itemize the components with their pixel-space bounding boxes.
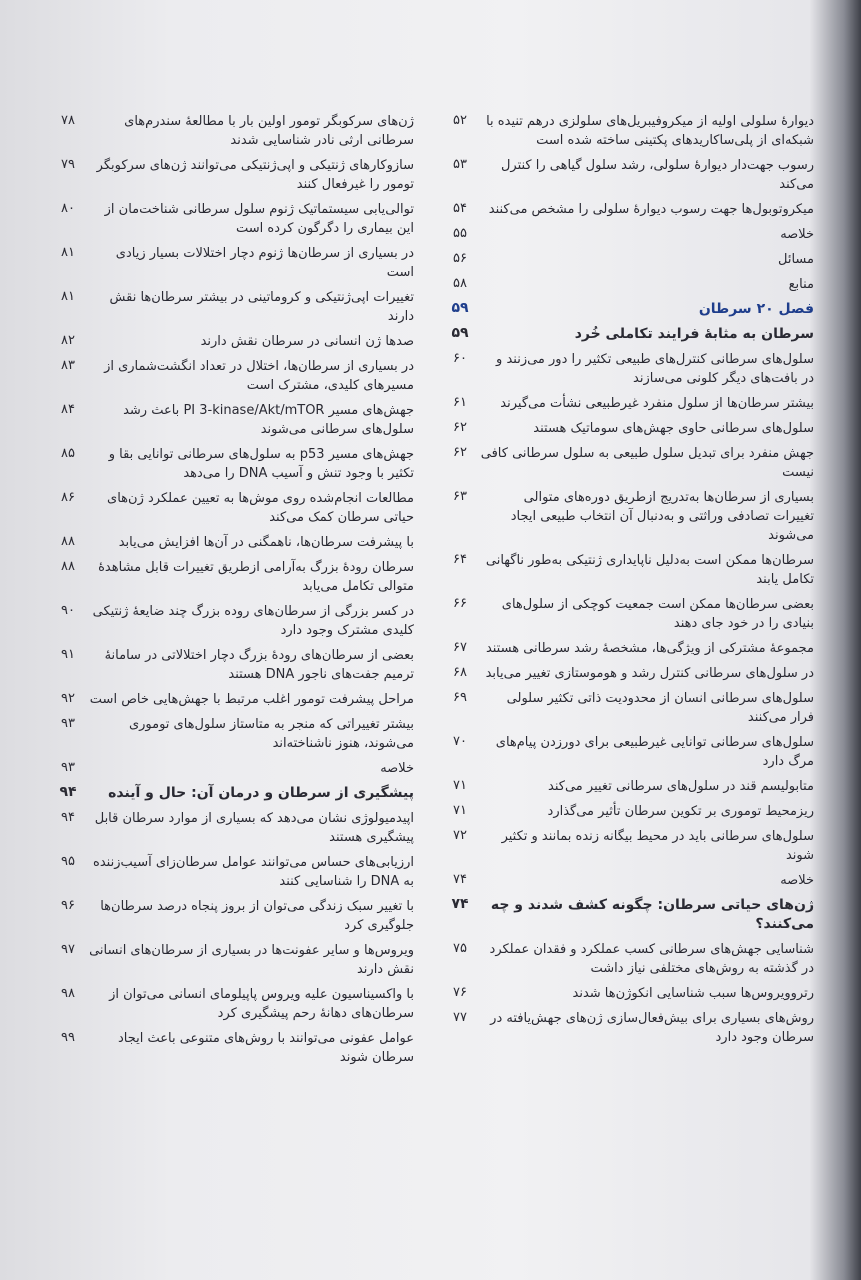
entry-title: در کسر بزرگی از سرطان‌های روده بزرگ چند ضایعهٔ ژنتیکی کلیدی مشترک وجود دارد (92, 604, 414, 638)
entry-title: خلاصه (380, 761, 414, 776)
page-number: ۸۵ (61, 446, 75, 461)
entry-title: بعضی از سرطان‌های رودهٔ بزرگ دچار اختلالاتی در سامانهٔ ترمیم جفت‌های ناجور DNA هستند (104, 648, 414, 682)
page-number: ۶۹ (453, 690, 467, 705)
toc-entry (440, 112, 820, 150)
entry-title: سلول‌های سرطانی توانایی غیرطبیعی برای دورزدن پیام‌های مرگ دارد (495, 735, 814, 769)
entry-title: مطالعات انجام‌شده روی موش‌ها به تعیین عملکرد ژن‌های حیاتی سرطان کمک می‌کند (107, 491, 414, 525)
entry-title: سرطان‌ها ممکن است به‌دلیل ناپایداری ژنتیکی به‌طور ناگهانی تکامل یابند (485, 553, 814, 587)
page-number: ۷۱ (453, 803, 467, 818)
toc-entry (440, 777, 820, 796)
toc-entry (440, 733, 820, 771)
toc-column-left (48, 112, 420, 1073)
toc-entry (440, 1009, 820, 1047)
toc-chapter-heading (440, 300, 820, 319)
page-number: ۸۸ (61, 559, 75, 574)
entry-title: ژن‌های حیاتی سرطان: چگونه کشف شدند و چه می‌کنند؟ (490, 897, 814, 932)
entry-title: سازوکارهای ژنتیکی و اپی‌ژنتیکی می‌توانند ژن‌های سرکوبگر تومور را غیرفعال کنند (96, 158, 414, 192)
entry-title: در سلول‌های سرطانی کنترل رشد و هوموستازی تغییر می‌یابد (485, 666, 814, 681)
entry-title: سلول‌های سرطانی باید در محیط بیگانه زنده بمانند و تکثیر شوند (501, 829, 814, 863)
page-number: ۷۴ (451, 896, 469, 912)
toc-entry (48, 489, 420, 527)
toc-entry (48, 941, 420, 979)
entry-title: روش‌های بسیاری برای بیش‌فعال‌سازی ژن‌های جهش‌یافته در سرطان وجود دارد (490, 1011, 814, 1045)
toc-entry (440, 488, 820, 545)
toc-entry (440, 200, 820, 219)
entry-title: در بسیاری از سرطان‌ها ژنوم دچار اختلالات بسیار زیادی است (115, 246, 414, 280)
entry-title: بسیاری از سرطان‌ها به‌تدریج ازطریق دوره‌های متوالی تغییرات تصادفی وراثتی و به‌دنبال آن انتخاب طبیعی ایجاد می‌شوند (510, 490, 814, 543)
entry-title: اپیدمیولوژی نشان می‌دهد که بسیاری از موارد سرطان قابل پیشگیری هستند (94, 811, 414, 845)
toc-entry (48, 602, 420, 640)
page-number: ۹۳ (61, 716, 75, 731)
toc-entry (440, 551, 820, 589)
page-number: ۹۹ (61, 1030, 75, 1045)
toc-entry (440, 984, 820, 1003)
page-number: ۵۸ (453, 276, 467, 291)
page-number: ۷۶ (453, 985, 467, 1000)
page-number: ۸۳ (61, 358, 75, 373)
entry-title: صدها ژن انسانی در سرطان نقش دارند (200, 334, 414, 349)
entry-title: میکروتوبول‌ها جهت رسوب دیوارهٔ سلولی را مشخص می‌کنند (488, 202, 814, 217)
page-number: ۸۱ (61, 289, 75, 304)
toc-entry (48, 533, 420, 552)
entry-title: جهش‌های مسیر p53 به سلول‌های سرطانی توانایی بقا و تکثیر با وجود تنش و آسیب DNA را می‌دهد (108, 447, 414, 481)
toc-entry (440, 350, 820, 388)
page-number: ۸۰ (61, 201, 75, 216)
page-number: ۹۸ (61, 986, 75, 1001)
entry-title: متابولیسم قند در سلول‌های سرطانی تغییر می‌کند (548, 779, 814, 794)
entry-title: بیشتر سرطان‌ها از سلول منفرد غیرطبیعی نشأت می‌گیرند (500, 396, 814, 411)
toc-entry (440, 225, 820, 244)
toc-entry (48, 897, 420, 935)
page-number: ۷۹ (61, 157, 75, 172)
toc-entry (440, 419, 820, 438)
page-number: ۷۰ (453, 734, 467, 749)
page-number: ۹۱ (61, 647, 75, 662)
page-number: ۷۸ (61, 113, 75, 128)
page-number: ۷۴ (453, 872, 467, 887)
toc-entry (48, 156, 420, 194)
entry-title: منابع (788, 277, 814, 292)
toc-column-right (440, 112, 820, 1053)
page-number: ۶۴ (453, 552, 467, 567)
page-number: ۵۹ (451, 325, 469, 341)
toc-entry (440, 156, 820, 194)
toc-entry (440, 664, 820, 683)
entry-title: سرطان رودهٔ بزرگ به‌آرامی ازطریق تغییرات قابل مشاهدهٔ متوالی تکامل می‌یابد (98, 560, 414, 594)
toc-entry (48, 759, 420, 778)
toc-section-heading (440, 896, 820, 934)
page-number: ۸۴ (61, 402, 75, 417)
toc-section-heading (440, 325, 820, 344)
page-number: ۷۵ (453, 941, 467, 956)
page-number: ۹۴ (59, 784, 77, 800)
toc-entry (48, 112, 420, 150)
page-number: ۵۶ (453, 251, 467, 266)
entry-title: مجموعهٔ مشترکی از ویژگی‌ها، مشخصهٔ رشد سرطانی هستند (485, 641, 814, 656)
page-number: ۶۲ (453, 420, 467, 435)
page-number: ۵۲ (453, 113, 467, 128)
entry-title: ریزمحیط توموری بر تکوین سرطان تأثیر می‌گذارد (547, 804, 814, 819)
toc-entry (440, 802, 820, 821)
entry-title: شناسایی جهش‌های سرطانی کسب عملکرد و فقدان عملکرد در گذشته به روش‌های مختلفی نیاز داشت (489, 942, 814, 976)
toc-entry (48, 853, 420, 891)
toc-entry (48, 332, 420, 351)
entry-title: بیشتر تغییراتی که منجر به متاستاز سلول‌های توموری می‌شوند، هنوز ناشناخته‌اند (128, 717, 414, 751)
page-number: ۹۷ (61, 942, 75, 957)
page-number: ۶۰ (453, 351, 467, 366)
page-number: ۷۷ (453, 1010, 467, 1025)
page-number: ۸۶ (61, 490, 75, 505)
entry-title: عوامل عفونی می‌توانند با روش‌های متنوعی باعث ایجاد سرطان شوند (117, 1031, 414, 1065)
toc-entry (48, 646, 420, 684)
page-number: ۸۸ (61, 534, 75, 549)
page-number: ۷۲ (453, 828, 467, 843)
page-number: ۶۸ (453, 665, 467, 680)
entry-title: خلاصه (780, 227, 814, 242)
toc-entry (48, 445, 420, 483)
entry-title: رتروویروس‌ها سبب شناسایی انکوژن‌ها شدند (572, 986, 814, 1001)
toc-entry (48, 401, 420, 439)
page-number: ۹۰ (61, 603, 75, 618)
page-number: ۶۶ (453, 596, 467, 611)
page-number: ۹۲ (61, 691, 75, 706)
page-number: ۹۳ (61, 760, 75, 775)
toc-entry (440, 275, 820, 294)
entry-title: ژن‌های سرکوبگر تومور اولین بار با مطالعهٔ سندرم‌های سرطانی ارثی نادر شناسایی شدند (124, 114, 414, 148)
toc-entry (48, 200, 420, 238)
page-number: ۶۷ (453, 640, 467, 655)
entry-title: جهش‌های مسیر PI 3-kinase/Akt/mTOR باعث رشد سلول‌های سرطانی می‌شوند (123, 403, 414, 437)
page-number: ۶۱ (453, 395, 467, 410)
toc-section-heading (48, 784, 420, 803)
entry-title: سرطان به مثابهٔ فرایند تکاملی خُرد (574, 326, 814, 342)
page-number: ۵۹ (451, 300, 469, 316)
entry-title: دیوارهٔ سلولی اولیه از میکروفیبریل‌های سلولزی درهم تنیده با شبکه‌ای از پلی‌ساکاریدهای پکتینی ساخته شده است (486, 114, 814, 148)
entry-title: سلول‌های سرطانی حاوی جهش‌های سوماتیک هستند (533, 421, 814, 436)
entry-title: در بسیاری از سرطان‌ها، اختلال در تعداد انگشت‌شماری از مسیرهای کلیدی، مشترک است (104, 359, 414, 393)
toc-entry (440, 689, 820, 727)
page-number: ۷۱ (453, 778, 467, 793)
toc-entry (48, 809, 420, 847)
entry-title: جهش منفرد برای تبدیل سلول طبیعی به سلول سرطانی کافی نیست (480, 446, 814, 480)
page-number: ۹۶ (61, 898, 75, 913)
toc-entry (440, 595, 820, 633)
entry-title: ویروس‌ها و سایر عفونت‌ها در بسیاری از سرطان‌های انسانی نقش دارند (89, 943, 414, 977)
entry-title: ارزیابی‌های حساس می‌توانند عوامل سرطان‌زای آسیب‌زننده به DNA را شناسایی کنند (93, 855, 414, 889)
entry-title: توالی‌یابی سیستماتیک ژنوم سلول سرطانی شناخت‌مان از این بیماری را دگرگون کرده است (104, 202, 414, 236)
entry-title: پیشگیری از سرطان و درمان آن: حال و آینده (108, 785, 414, 801)
page-number: ۹۵ (61, 854, 75, 869)
toc-entry (440, 940, 820, 978)
page-number: ۵۳ (453, 157, 467, 172)
entry-title: خلاصه (780, 873, 814, 888)
entry-title: با پیشرفت سرطان‌ها، ناهمگنی در آن‌ها افزایش می‌یابد (118, 535, 414, 550)
entry-title: بعضی سرطان‌ها ممکن است جمعیت کوچکی از سلول‌های بنیادی را در خود جای دهند (501, 597, 814, 631)
page-number: ۶۳ (453, 489, 467, 504)
page-number: ۵۵ (453, 226, 467, 241)
entry-title: مراحل پیشرفت تومور اغلب مرتبط با جهش‌هایی خاص است (89, 692, 414, 707)
toc-entry (440, 827, 820, 865)
entry-title: تغییرات اپی‌ژنتیکی و کروماتینی در بیشتر سرطان‌ها نقش دارند (109, 290, 414, 324)
entry-title: سلول‌های سرطانی کنترل‌های طبیعی تکثیر را دور می‌زنند و در بافت‌های دیگر کلونی می‌سازند (496, 352, 814, 386)
page-number: ۸۱ (61, 245, 75, 260)
toc-entry (440, 394, 820, 413)
toc-entry (48, 558, 420, 596)
entry-title: مسائل (778, 252, 814, 267)
toc-entry (48, 1029, 420, 1067)
entry-title: رسوب جهت‌دار دیوارهٔ سلولی، رشد سلول گیاهی را کنترل می‌کند (500, 158, 814, 192)
entry-title: با تغییر سبک زندگی می‌توان از بروز پنجاه درصد سرطان‌ها جلوگیری کرد (100, 899, 414, 933)
page-number: ۶۲ (453, 445, 467, 460)
toc-entry (48, 715, 420, 753)
page-number: ۹۴ (61, 810, 75, 825)
toc-entry (48, 357, 420, 395)
toc-entry (48, 690, 420, 709)
page-number: ۵۴ (453, 201, 467, 216)
entry-title: با واکسیناسیون علیه ویروس پاپیلومای انسانی می‌توان از سرطان‌های دهانهٔ رحم پیشگیری کرد (109, 987, 414, 1021)
toc-entry (440, 250, 820, 269)
toc-entry (48, 288, 420, 326)
page-number: ۸۲ (61, 333, 75, 348)
entry-title: سلول‌های سرطانی انسان از محدودیت ذاتی تکثیر سلولی فرار می‌کنند (506, 691, 814, 725)
toc-entry (48, 985, 420, 1023)
entry-title: فصل ۲۰ سرطان (698, 301, 814, 317)
toc-entry (440, 871, 820, 890)
toc-entry (48, 244, 420, 282)
toc-entry (440, 444, 820, 482)
toc-entry (440, 639, 820, 658)
